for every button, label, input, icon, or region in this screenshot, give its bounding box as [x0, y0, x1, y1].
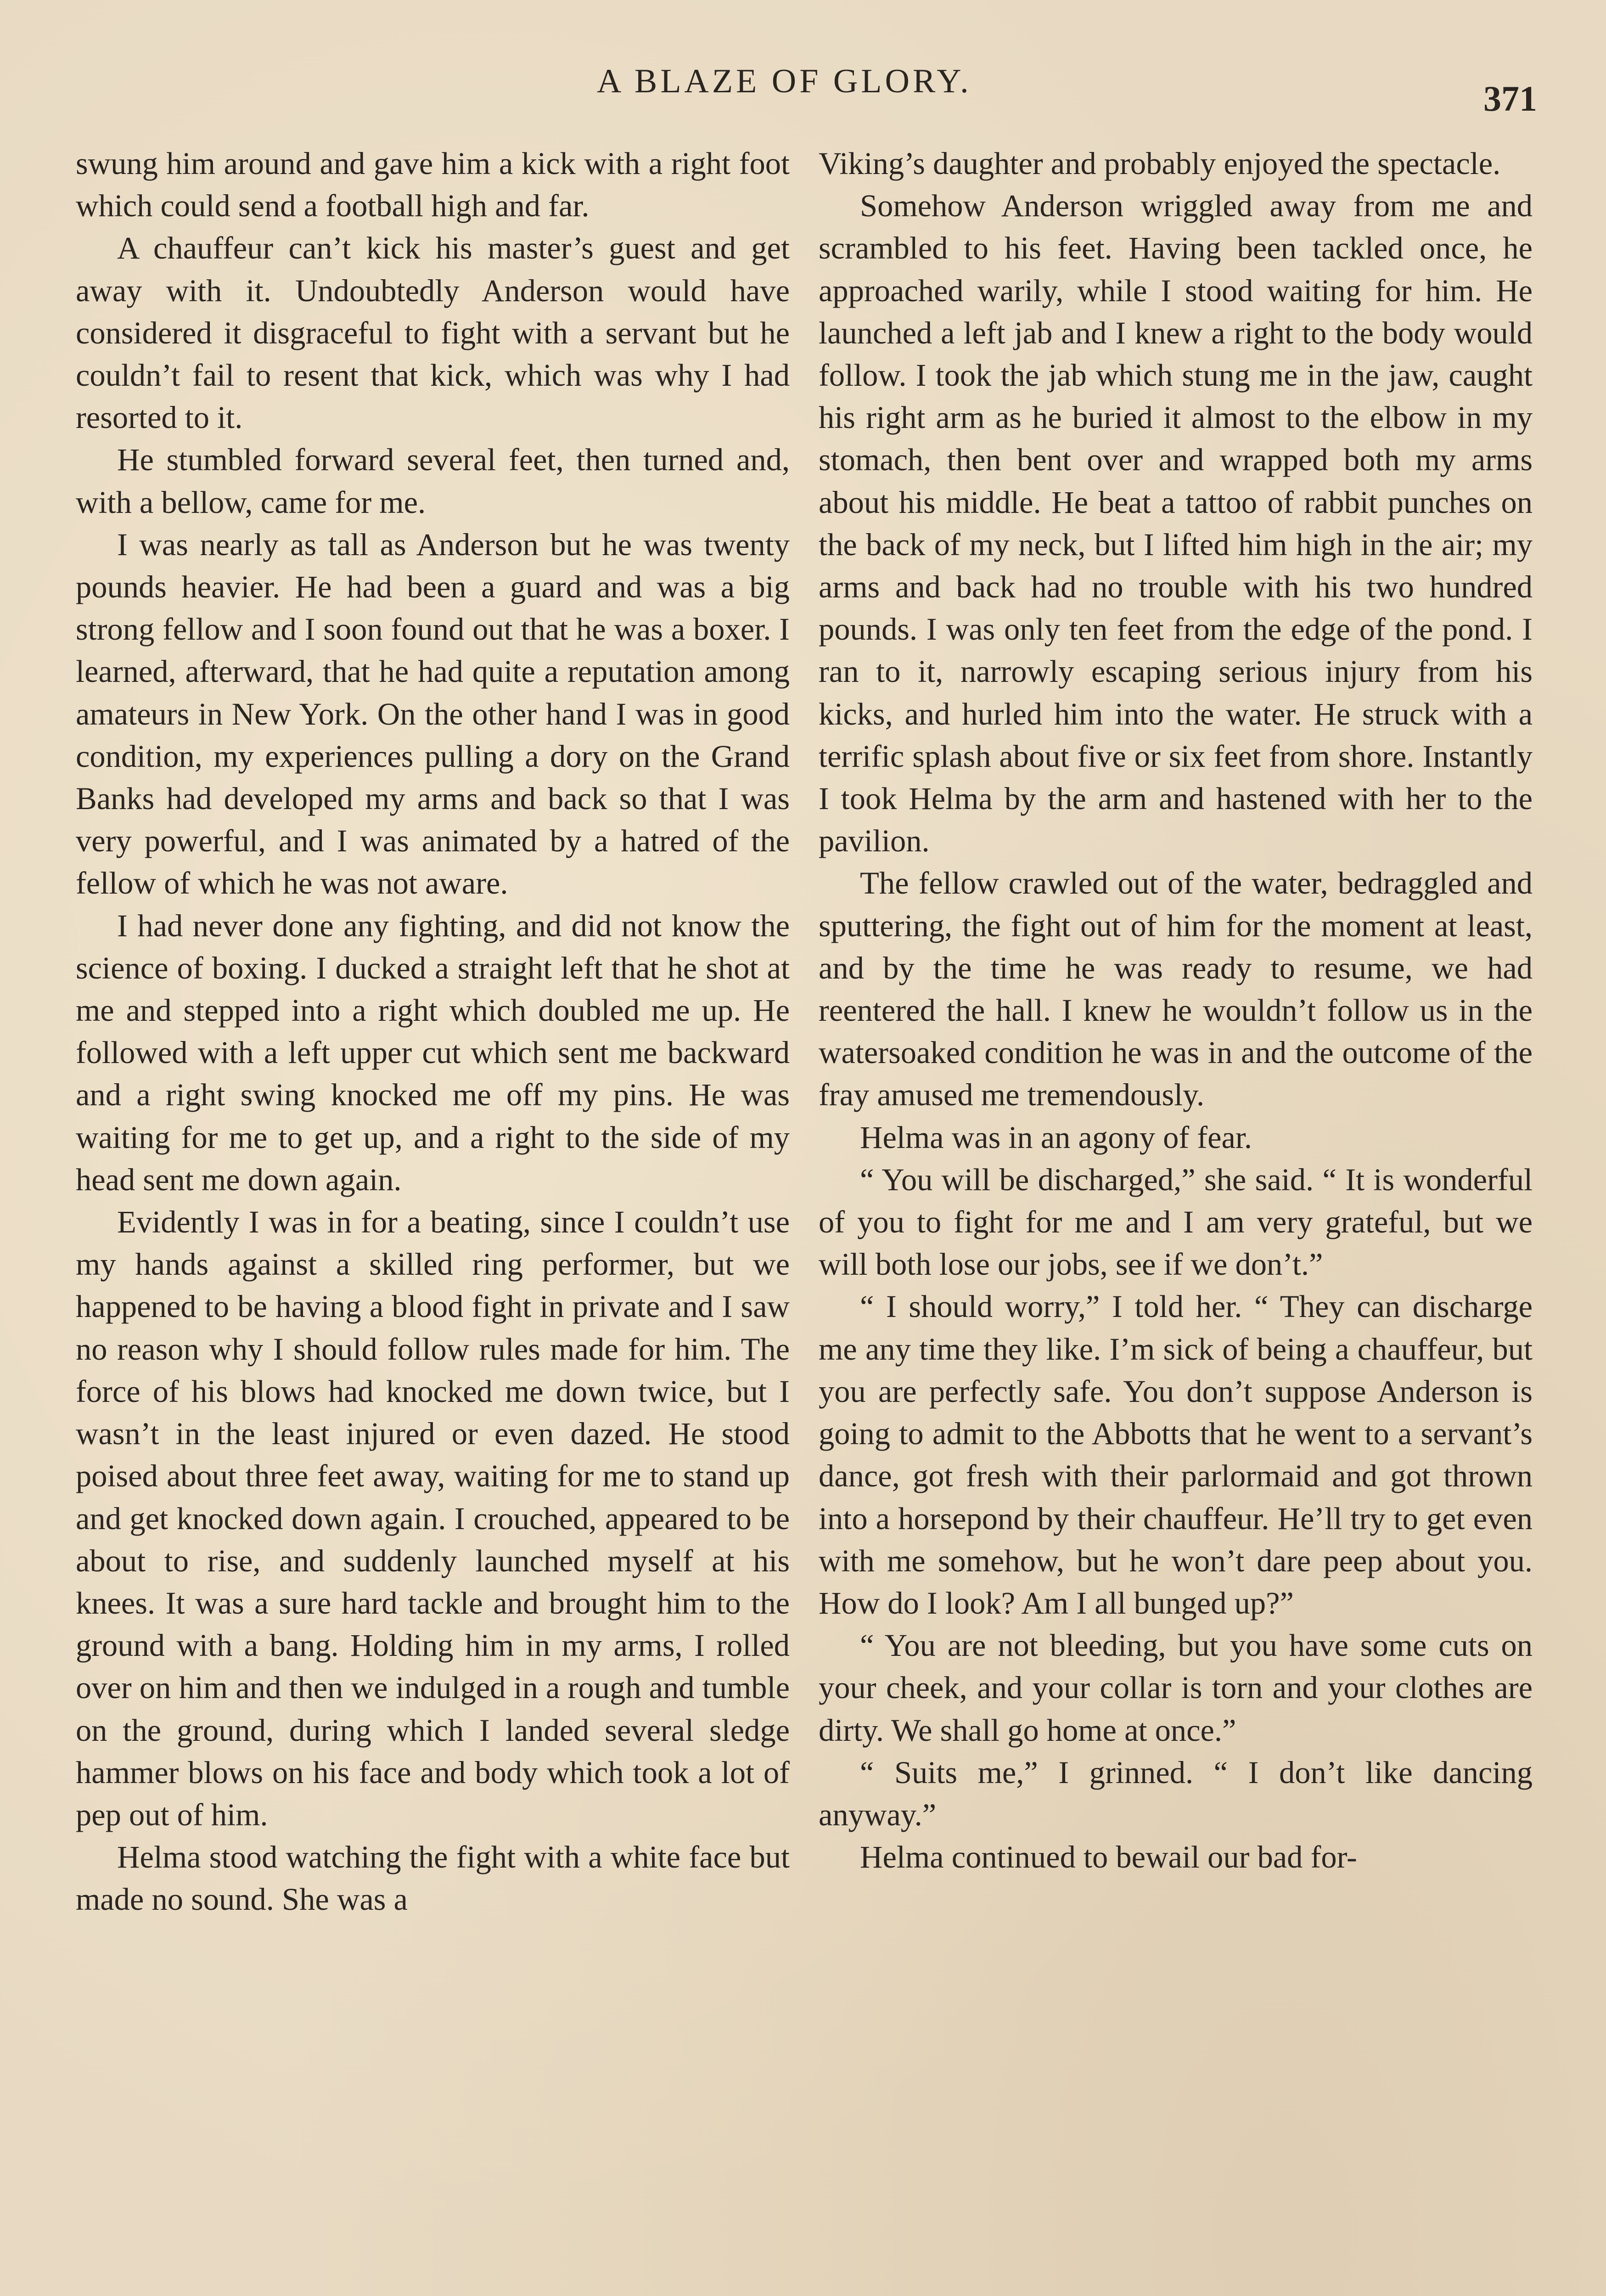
- paragraph: The fellow crawled out of the water, bedraggled and sputtering, the fight out of him for the moment at least, and by the time he was ready to resume, we had reentered the hall. I knew he wouldn’t follow us in the watersoaked condition he was in and the outcome of the fray amused me tremendously.: [819, 866, 1533, 1113]
- right-column: [819, 142, 1533, 1878]
- left-column: [76, 142, 790, 1921]
- paragraph: “ Suits me,” I grinned. “ I don’t like dancing anyway.”: [819, 1755, 1533, 1832]
- paragraph: He stumbled forward several feet, then turned and, with a bellow, came for me.: [76, 442, 790, 520]
- paragraph: Somehow Anderson wriggled away from me and scrambled to his feet. Having been tackled once, he approached warily, while I stood waiting for him. He launched a left jab and I knew a right to the body would follow. I took the jab which stung me in the jaw, caught his right arm as he buried it almost to the elbow in my stomach, then bent over and wrapped both my arms about his middle. He beat a tattoo of rabbit punches on the back of my neck, but I lifted him high in the air; my arms and back had no trouble with his two hundred pounds. I was only ten feet from the edge of the pond. I ran to it, narrowly escaping serious injury from his kicks, and hurled him into the water. He struck with a terrific splash about five or six feet from shore. Instantly I took Helma by the arm and hastened with her to the pavilion.: [819, 188, 1533, 859]
- paragraph: I was nearly as tall as Anderson but he was twenty pounds heavier. He had been a guard and was a big strong fellow and I soon found out that he was a boxer. I learned, afterward, that he had quite a reputation among amateurs in New York. On the other hand I was in good condition, my experiences pulling a dory on the Grand Banks had developed my arms and back so that I was very powerful, and I was animated by a hatred of the fellow of which he was not aware.: [76, 527, 790, 901]
- running-title: A BLAZE OF GLORY.: [597, 62, 972, 100]
- paragraph: Helma was in an agony of fear.: [860, 1120, 1252, 1155]
- paragraph: A chauffeur can’t kick his master’s guest and get away with it. Undoubtedly Anderson would have considered it disgraceful to fight with a servant but he couldn’t fail to resent that kick, which was why I had resorted to it.: [76, 231, 790, 435]
- paragraph: I had never done any fighting, and did not know the science of boxing. I ducked a straight left that he shot at me and stepped into a right which doubled me up. He followed with a left upper cut which sent me backward and a right swing knocked me off my pins. He was waiting for me to get up, and a right to the side of my head sent me down again.: [76, 908, 790, 1197]
- paragraph: Helma stood watching the fight with a white face but made no sound. She was a: [76, 1840, 790, 1917]
- paragraph: Helma continued to bewail our bad for-: [860, 1840, 1357, 1875]
- paragraph: “ You will be discharged,” she said. “ It is wonderful of you to fight for me and I am very grateful, but we will both lose our jobs, see if we don’t.”: [819, 1162, 1533, 1282]
- page-number: 371: [1483, 79, 1537, 118]
- paragraph: Viking’s daughter and probably enjoyed the spectacle.: [819, 146, 1501, 181]
- paragraph: “ I should worry,” I told her. “ They can discharge me any time they like. I’m sick of being a chauffeur, but you are perfectly safe. You don’t suppose Anderson is going to admit to the Abbotts that he went to a servant’s dance, got fresh with their parlormaid and got thrown into a horsepond by their chauffeur. He’ll try to get even with me somehow, but he won’t dare peep about you. How do I look? Am I all bunged up?”: [819, 1289, 1533, 1621]
- paragraph: swung him around and gave him a kick with a right foot which could send a football high and far.: [76, 146, 790, 224]
- paragraph: “ You are not bleeding, but you have some cuts on your cheek, and your collar is torn and your clothes are dirty. We shall go home at once.”: [819, 1628, 1533, 1748]
- paragraph: Evidently I was in for a beating, since I couldn’t use my hands against a skilled ring performer, but we happened to be having a blood fight in private and I saw no reason why I should follow rules made for him. The force of his blows had knocked me down twice, but I wasn’t in the least injured or even dazed. He stood poised about three feet away, waiting for me to stand up and get knocked down again. I crouched, appeared to be about to rise, and suddenly launched myself at his knees. It was a sure hard tackle and brought him to the ground with a bang. Holding him in my arms, I rolled over on him and then we indulged in a rough and tumble on the ground, during which I landed several sledge hammer blows on his face and body which took a lot of pep out of him.: [76, 1204, 790, 1832]
